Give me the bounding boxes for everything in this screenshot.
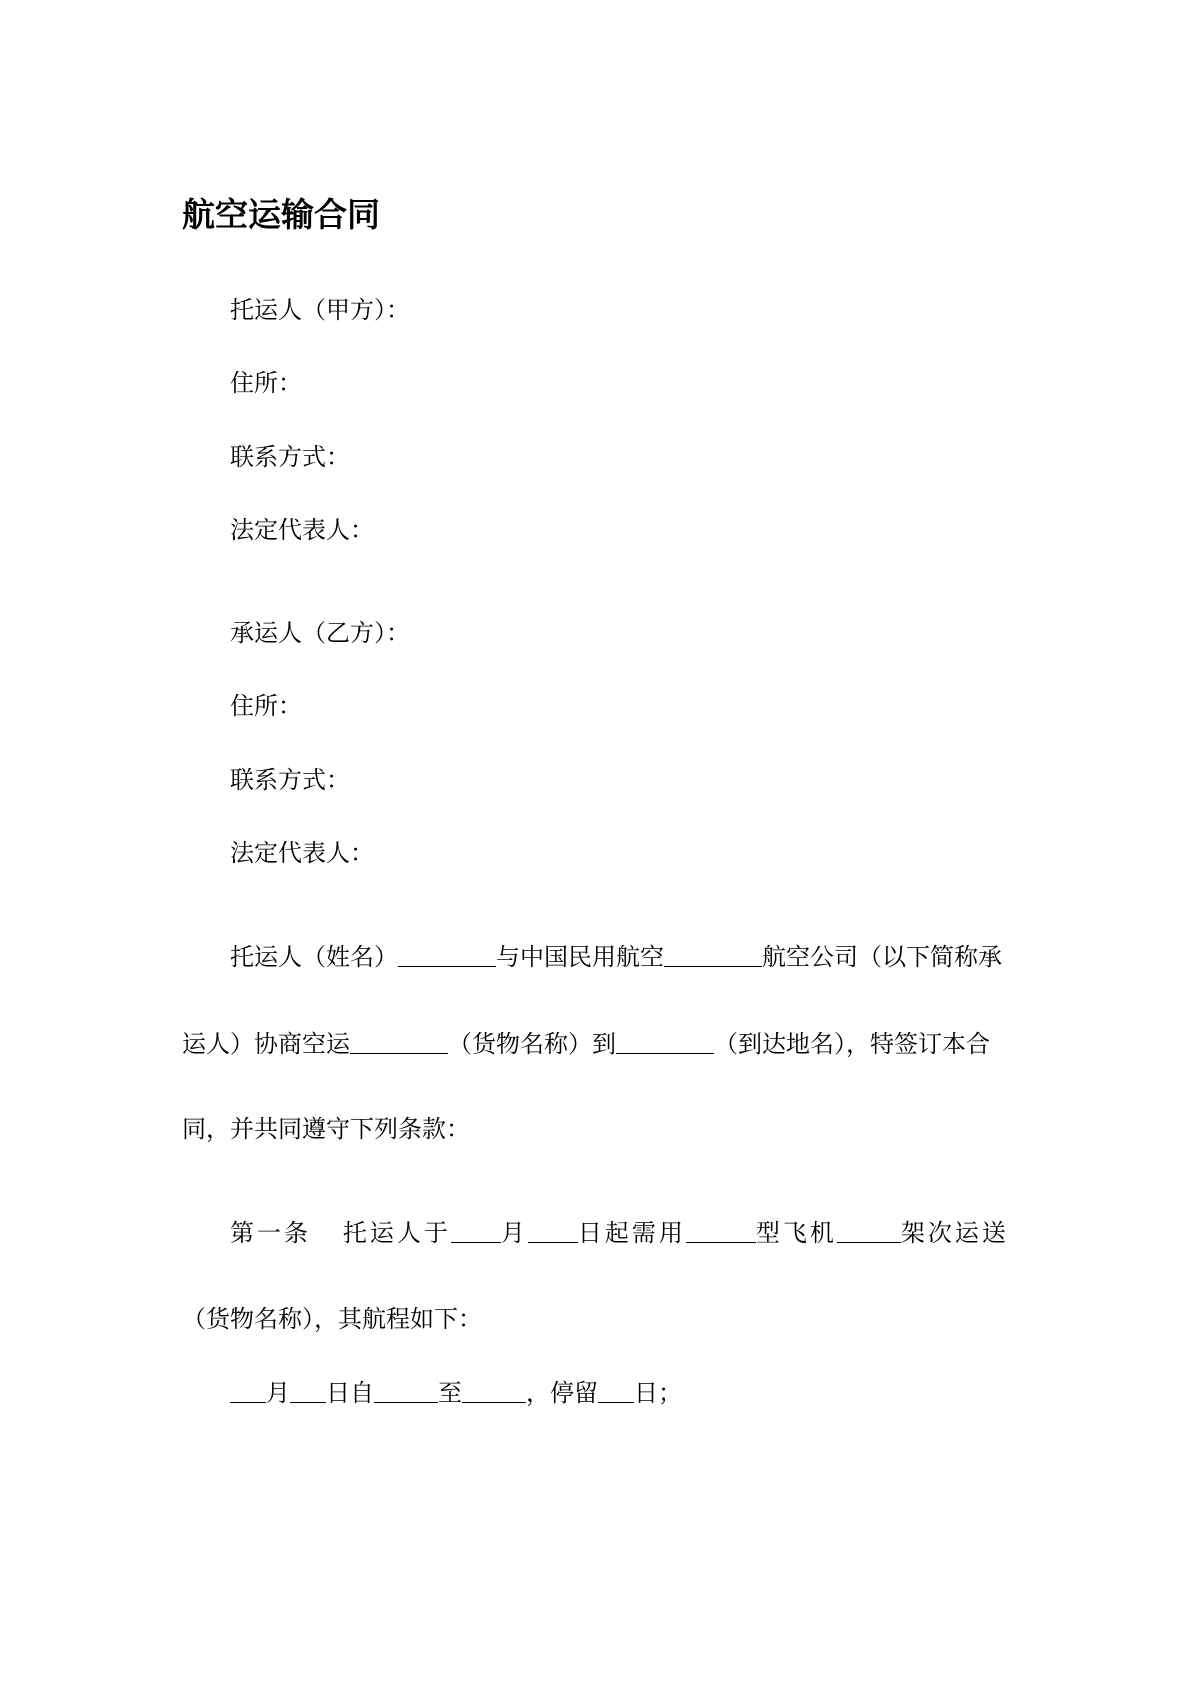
article-text: 型飞机: [755, 1219, 837, 1247]
party-a-address: 住所：: [230, 369, 302, 397]
article-text: 架次运送: [900, 1219, 1009, 1247]
article-1-line-1: [230, 1216, 1009, 1249]
stay-days-blank: [598, 1378, 634, 1403]
day-blank: [528, 1218, 578, 1243]
flights-count-blank: [837, 1218, 901, 1243]
origin-blank: [374, 1378, 438, 1403]
itinerary-text: 至: [438, 1379, 462, 1407]
itinerary-day-blank: [290, 1378, 326, 1403]
party-b-legal-rep: 法定代表人：: [230, 839, 374, 867]
document-title: 航空运输合同: [182, 195, 380, 234]
itinerary-month-blank: [230, 1378, 266, 1403]
airline-name-blank: [664, 942, 762, 967]
intro-text: 托运人（姓名）: [230, 943, 398, 971]
intro-text: （到达地名），特签订本合: [714, 1030, 990, 1058]
destination-city-blank: [462, 1378, 526, 1403]
intro-text: （货物名称）到: [448, 1030, 616, 1058]
intro-line-1: [230, 940, 1002, 973]
cargo-name-blank: [350, 1029, 448, 1054]
intro-text: 航空公司（以下简称承: [762, 943, 1002, 971]
party-a-heading: 托运人（甲方）：: [230, 296, 410, 324]
article-text: 托运人于: [342, 1219, 451, 1247]
intro-line-2: [182, 1027, 990, 1060]
party-b-heading: 承运人（乙方）：: [230, 619, 410, 647]
party-b-address: 住所：: [230, 692, 302, 720]
month-blank: [451, 1218, 501, 1243]
itinerary-text: 日；: [634, 1379, 682, 1407]
article-label: 第一条: [230, 1219, 311, 1247]
article-text: 月: [500, 1219, 528, 1247]
article-1-line-2: （货物名称），其航程如下：: [182, 1305, 482, 1333]
party-a-contact: 联系方式：: [230, 443, 350, 471]
intro-text: 与中国民用航空: [496, 943, 664, 971]
itinerary-text: 日自: [326, 1379, 374, 1407]
party-a-legal-rep: 法定代表人：: [230, 516, 374, 544]
itinerary-text: ，停留: [526, 1379, 598, 1407]
shipper-name-blank: [398, 942, 496, 967]
itinerary-line: [230, 1376, 682, 1409]
intro-text: 运人）协商空运: [182, 1030, 350, 1058]
destination-blank: [616, 1029, 714, 1054]
intro-line-3: 同，并共同遵守下列条款：: [182, 1115, 470, 1143]
party-b-contact: 联系方式：: [230, 766, 350, 794]
aircraft-type-blank: [686, 1218, 756, 1243]
article-text: 日起需用: [577, 1219, 686, 1247]
itinerary-text: 月: [266, 1379, 290, 1407]
